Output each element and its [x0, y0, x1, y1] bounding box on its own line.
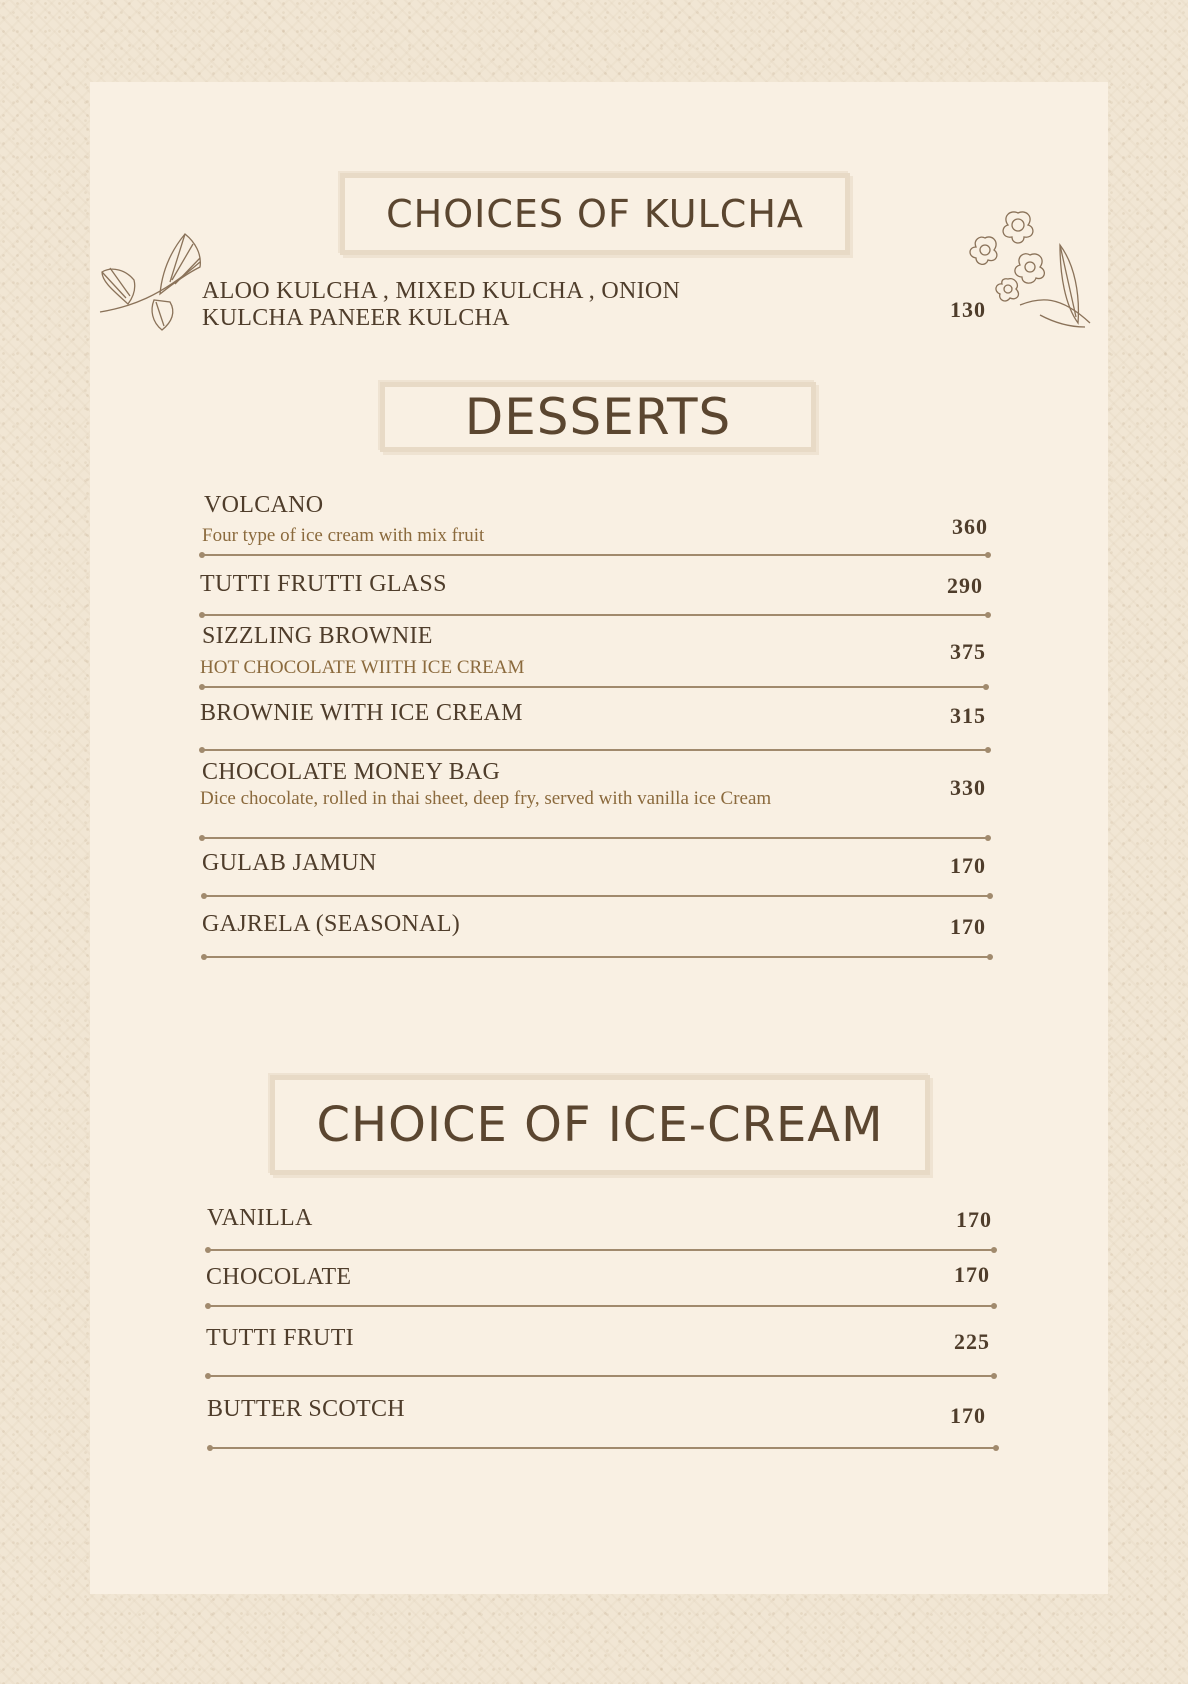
dessert-name-brownie-with-ice-cream: BROWNIE WITH ICE CREAM [200, 700, 523, 726]
icecream-price-chocolate: 170 [954, 1262, 990, 1287]
dessert-desc-volcano: Four type of ice cream with mix fruit [202, 525, 485, 546]
dessert-price-chocolate-money-bag: 330 [950, 775, 986, 800]
icecream-price-vanilla: 170 [956, 1207, 992, 1232]
kulcha-item-line1: ALOO KULCHA , MIXED KULCHA , ONION [202, 278, 681, 304]
icecream-title-box [270, 1075, 930, 1175]
flower-branch-icon [960, 205, 1100, 345]
dessert-name-sizzling-brownie: SIZZLING BROWNIE [202, 623, 433, 649]
divider [208, 1375, 994, 1377]
divider [208, 1249, 994, 1251]
icecream-name-vanilla: VANILLA [207, 1205, 313, 1231]
divider [208, 1305, 994, 1307]
icecream-name-tutti-fruti: TUTTI FRUTI [206, 1325, 354, 1351]
kulcha-price: 130 [950, 297, 986, 322]
divider [204, 956, 990, 958]
dessert-price-gulab-jamun: 170 [950, 853, 986, 878]
desserts-title: DESSERTS [464, 388, 732, 446]
kulcha-title: CHOICES OF KULCHA [386, 192, 804, 236]
dessert-name-volcano: VOLCANO [204, 492, 324, 518]
dessert-desc-chocolate-money-bag: Dice chocolate, rolled in thai sheet, deep fry, served with vanilla ice Cream [200, 788, 772, 809]
divider [202, 837, 988, 839]
dessert-price-sizzling-brownie: 375 [950, 639, 986, 664]
divider [202, 749, 988, 751]
desserts-title-box [380, 382, 816, 452]
dessert-name-gulab-jamun: GULAB JAMUN [202, 850, 377, 876]
divider [202, 614, 988, 616]
ginkgo-leaves-icon [90, 222, 210, 342]
divider [204, 895, 990, 897]
divider [202, 554, 988, 556]
dessert-desc-sizzling-brownie: HOT CHOCOLATE WIITH ICE CREAM [200, 657, 525, 678]
dessert-name-chocolate-money-bag: CHOCOLATE MONEY BAG [202, 759, 501, 785]
dessert-name-gajrela: GAJRELA (SEASONAL) [202, 911, 461, 937]
dessert-price-gajrela: 170 [950, 914, 986, 939]
dessert-price-brownie-with-ice-cream: 315 [950, 703, 986, 728]
kulcha-title-box [340, 173, 850, 255]
icecream-name-chocolate: CHOCOLATE [206, 1264, 352, 1290]
dessert-price-volcano: 360 [952, 514, 988, 539]
icecream-name-butter-scotch: BUTTER SCOTCH [207, 1396, 405, 1422]
dessert-name-tutti-frutti-glass: TUTTI FRUTTI GLASS [200, 571, 447, 597]
icecream-price-tutti-fruti: 225 [954, 1329, 990, 1354]
divider [210, 1447, 996, 1449]
icecream-price-butter-scotch: 170 [950, 1403, 986, 1428]
dessert-price-tutti-frutti-glass: 290 [947, 573, 983, 598]
kulcha-item-line2: KULCHA PANEER KULCHA [202, 305, 510, 331]
icecream-title: CHOICE OF ICE-CREAM [316, 1097, 884, 1153]
divider [202, 686, 986, 688]
